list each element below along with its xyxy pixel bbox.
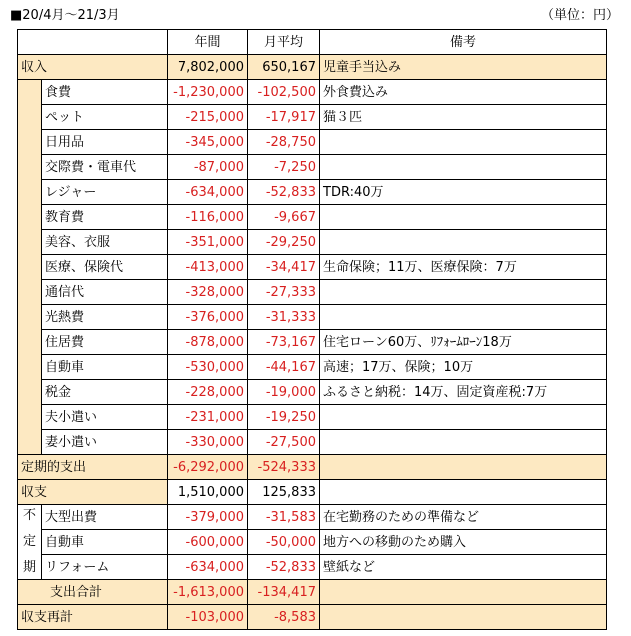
monthly-cell: -524,333 (248, 455, 320, 480)
row-label: 日用品 (42, 130, 168, 155)
annual-cell: -1,613,000 (168, 580, 248, 605)
row-label: 医療、保険代 (42, 255, 168, 280)
annual-cell: -600,000 (168, 530, 248, 555)
note-cell: 壁紙など (320, 555, 607, 580)
annual-cell: -634,000 (168, 180, 248, 205)
note-cell: 外食費込み (320, 80, 607, 105)
monthly-cell: -31,583 (248, 505, 320, 530)
expense-row (18, 205, 607, 230)
irregular-expense-row (18, 555, 607, 580)
row-label: 教育費 (42, 205, 168, 230)
note-cell (320, 230, 607, 255)
annual-cell: -328,000 (168, 280, 248, 305)
irregular-expense-row (18, 530, 607, 555)
monthly-cell: -7,250 (248, 155, 320, 180)
group-strip (18, 80, 42, 455)
annual-cell: -376,000 (168, 305, 248, 330)
monthly-cell: -73,167 (248, 330, 320, 355)
row-label: 夫小遣い (42, 405, 168, 430)
fixed-total-row (18, 455, 607, 480)
annual-cell: -1,230,000 (168, 80, 248, 105)
monthly-cell: 125,833 (248, 480, 320, 505)
note-cell: 住宅ローン60万、ﾘﾌｫｰﾑﾛｰﾝ18万 (320, 330, 607, 355)
row-label: 定期的支出 (18, 455, 168, 480)
row-label: 美容、衣服 (42, 230, 168, 255)
monthly-cell: -19,000 (248, 380, 320, 405)
annual-cell: -116,000 (168, 205, 248, 230)
expense-row (18, 430, 607, 455)
row-label: ペット (42, 105, 168, 130)
row-label: 妻小遣い (42, 430, 168, 455)
row-label: リフォーム (42, 555, 168, 580)
unit-note: （単位：円） (540, 8, 619, 23)
row-label: 収入 (18, 55, 168, 80)
row-label: 通信代 (42, 280, 168, 305)
income-row (18, 55, 607, 80)
irregular-expense-row (18, 505, 607, 530)
annual-cell: -231,000 (168, 405, 248, 430)
expense-row (18, 305, 607, 330)
monthly-cell: -50,000 (248, 530, 320, 555)
annual-cell: -351,000 (168, 230, 248, 255)
row-label: 光熱費 (42, 305, 168, 330)
row-label: 税金 (42, 380, 168, 405)
expense-row (18, 105, 607, 130)
annual-cell: -878,000 (168, 330, 248, 355)
note-cell: 地方への移動のため購入 (320, 530, 607, 555)
monthly-cell: -8,583 (248, 605, 320, 630)
note-cell (320, 430, 607, 455)
period-title: ■20/4月～21/3月 (10, 8, 120, 23)
row-label: 交際費・電車代 (42, 155, 168, 180)
annual-cell: 7,802,000 (168, 55, 248, 80)
monthly-cell: -52,833 (248, 180, 320, 205)
expense-row (18, 380, 607, 405)
row-label: 自動車 (42, 530, 168, 555)
note-cell: 生命保険；11万、医療保険：7万 (320, 255, 607, 280)
note-cell (320, 605, 607, 630)
monthly-cell: -31,333 (248, 305, 320, 330)
note-cell: TDR:40万 (320, 180, 607, 205)
expense-row (18, 80, 607, 105)
note-cell (320, 280, 607, 305)
column-header-note: 備考 (320, 30, 607, 55)
note-cell (320, 130, 607, 155)
expense-row (18, 130, 607, 155)
monthly-cell: 650,167 (248, 55, 320, 80)
irregular-total-row (18, 580, 607, 605)
monthly-cell: -27,333 (248, 280, 320, 305)
note-cell (320, 480, 607, 505)
note-cell (320, 405, 607, 430)
annual-cell: -413,000 (168, 255, 248, 280)
note-cell: 高速；17万、保険；10万 (320, 355, 607, 380)
monthly-cell: -17,917 (248, 105, 320, 130)
row-label: 大型出費 (42, 505, 168, 530)
irregular-label-char: 期 (22, 560, 36, 575)
row-label: 住居費 (42, 330, 168, 355)
monthly-cell: -19,250 (248, 405, 320, 430)
monthly-cell: -134,417 (248, 580, 320, 605)
monthly-cell: -52,833 (248, 555, 320, 580)
expense-row (18, 255, 607, 280)
annual-cell: 1,510,000 (168, 480, 248, 505)
budget-table (17, 29, 607, 630)
expense-row (18, 330, 607, 355)
annual-cell: -103,000 (168, 605, 248, 630)
note-cell: ふるさと納税：14万、固定資産税:7万 (320, 380, 607, 405)
irregular-label-char: 定 (22, 534, 36, 549)
note-cell: 児童手当込み (320, 55, 607, 80)
annual-cell: -379,000 (168, 505, 248, 530)
header-row (18, 30, 607, 55)
annual-cell: -215,000 (168, 105, 248, 130)
header-blank-cell (18, 30, 168, 55)
rebalance-row (18, 605, 607, 630)
row-label: 支出合計 (18, 580, 168, 605)
expense-row (18, 280, 607, 305)
expense-row (18, 355, 607, 380)
note-cell (320, 205, 607, 230)
monthly-cell: -9,667 (248, 205, 320, 230)
monthly-cell: -34,417 (248, 255, 320, 280)
monthly-cell: -28,750 (248, 130, 320, 155)
annual-cell: -87,000 (168, 155, 248, 180)
annual-cell: -6,292,000 (168, 455, 248, 480)
irregular-label-char: 不 (22, 508, 36, 523)
monthly-cell: -102,500 (248, 80, 320, 105)
balance-row (18, 480, 607, 505)
note-cell (320, 580, 607, 605)
note-cell (320, 305, 607, 330)
note-cell: 在宅勤務のための準備など (320, 505, 607, 530)
monthly-cell: -27,500 (248, 430, 320, 455)
row-label: 収支 (18, 480, 168, 505)
irregular-group-label (18, 505, 42, 580)
annual-cell: -530,000 (168, 355, 248, 380)
row-label: レジャー (42, 180, 168, 205)
expense-row (18, 230, 607, 255)
column-header-annual: 年間 (168, 30, 248, 55)
row-label: 収支再計 (18, 605, 168, 630)
expense-row (18, 155, 607, 180)
monthly-cell: -29,250 (248, 230, 320, 255)
annual-cell: -345,000 (168, 130, 248, 155)
expense-row (18, 180, 607, 205)
expense-row (18, 405, 607, 430)
note-cell: 猫３匹 (320, 105, 607, 130)
row-label: 食費 (42, 80, 168, 105)
monthly-cell: -44,167 (248, 355, 320, 380)
column-header-monthly: 月平均 (248, 30, 320, 55)
note-cell (320, 155, 607, 180)
annual-cell: -330,000 (168, 430, 248, 455)
annual-cell: -228,000 (168, 380, 248, 405)
row-label: 自動車 (42, 355, 168, 380)
note-cell (320, 455, 607, 480)
annual-cell: -634,000 (168, 555, 248, 580)
